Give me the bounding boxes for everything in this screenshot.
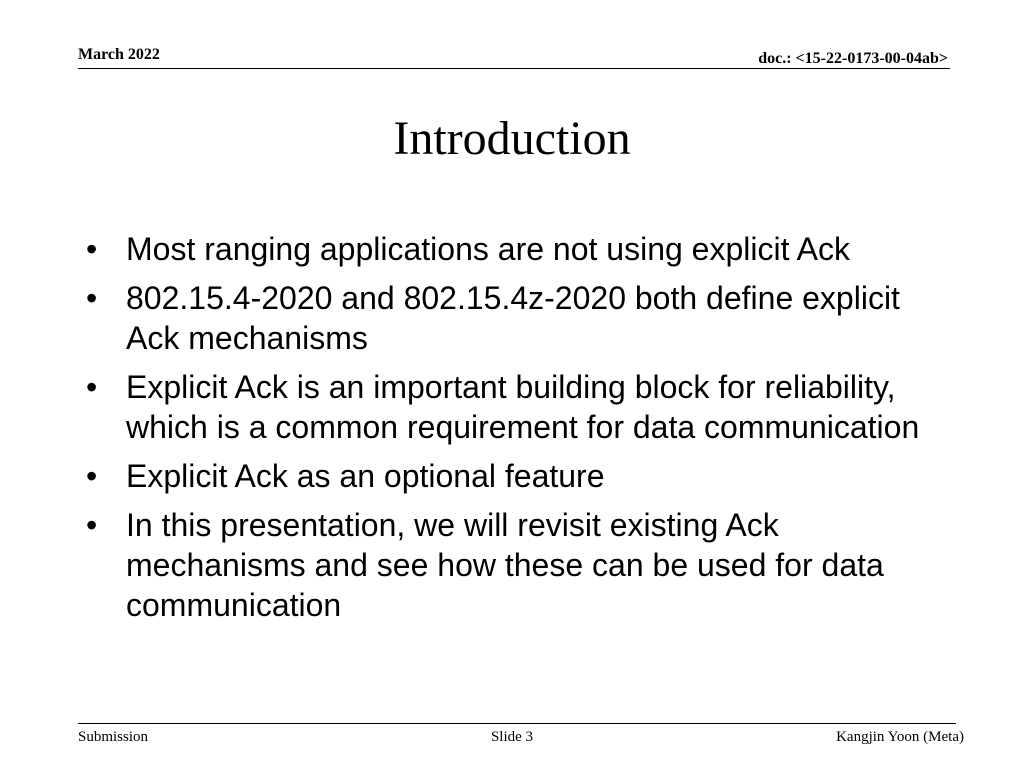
- bullet-text: In this presentation, we will revisit existing Ack mechanisms and see how these can be used for data communication: [126, 507, 884, 623]
- footer-author: Kangjin Yoon (Meta): [836, 729, 964, 745]
- bullet-marker: •: [86, 280, 98, 316]
- bullet-text: Explicit Ack as an optional feature: [126, 458, 605, 494]
- header-doc-id: doc.: <15-22-0173-00-04ab>: [758, 50, 948, 67]
- bullet-marker: •: [86, 369, 98, 405]
- bullet-text: Explicit Ack is an important building block for reliability, which is a common requirement for data communication: [126, 369, 920, 445]
- bullet-item: [86, 456, 956, 496]
- header-date: March 2022: [78, 46, 160, 63]
- bullet-text: Most ranging applications are not using explicit Ack: [126, 231, 850, 267]
- footer-divider: [78, 723, 956, 724]
- slide-title: Introduction: [393, 112, 631, 165]
- bullet-text: 802.15.4-2020 and 802.15.4z-2020 both define explicit Ack mechanisms: [126, 280, 900, 356]
- bullet-marker: •: [86, 231, 98, 267]
- footer-submission: Submission: [78, 729, 149, 745]
- bullet-marker: •: [86, 507, 98, 543]
- footer-slide-number: Slide 3: [490, 729, 534, 745]
- bullet-item: [86, 505, 956, 625]
- bullet-item: [86, 367, 956, 447]
- bullet-item: [86, 278, 956, 358]
- bullet-marker: •: [86, 458, 98, 494]
- bullet-list: [86, 229, 956, 634]
- header-divider: [78, 68, 950, 69]
- bullet-item: [86, 229, 956, 269]
